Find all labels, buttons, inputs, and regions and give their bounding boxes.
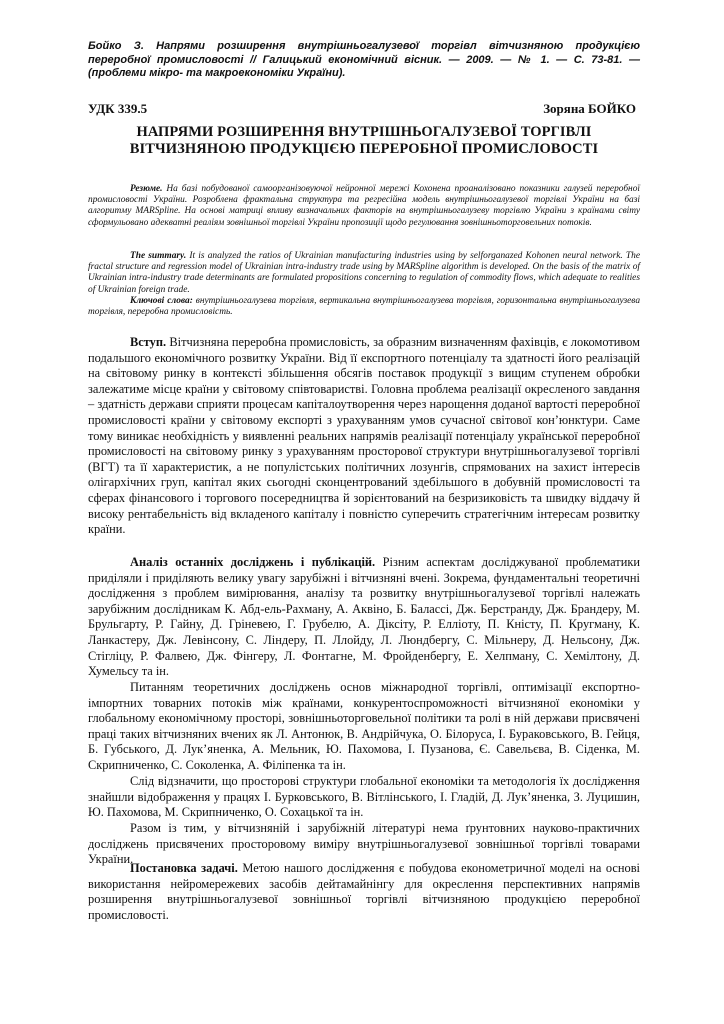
author-name: Зоряна БОЙКО bbox=[543, 101, 636, 116]
task-lead: Постановка задачі. bbox=[130, 861, 238, 875]
paragraph-analysis bbox=[88, 555, 640, 680]
abstract-english bbox=[88, 251, 640, 296]
paragraph-introduction bbox=[88, 335, 640, 538]
abstract-en-text: It is analyzed the ratios of Ukrainian manufacturing industries using by selforganazed Kohonen neural network. The fractal structure and regression model of Ukrainian intra-industry trade using by MARSpline algorithm is developed. On the basis of the matrix of Ukrainian intra-industry trade determinants are formulated propositions concerning to regulation of commodity flows, which adequate to realities of Ukrainian foreign trade. bbox=[88, 251, 640, 295]
title-line-2: ВІТЧИЗНЯНОЮ ПРОДУКЦІЄЮ ПЕРЕРОБНОЇ ПРОМИСЛОВОСТІ bbox=[129, 141, 599, 157]
task-text: Метою нашого дослідження є побудова економетричної моделі на основі використання нейромережевих засобів дейтамайнінгу для окреслення перспективних напрямів розширення внутрішньогалузевої зовнішньої торгівлі вітчизняною продукцією переробної промисловості. bbox=[88, 861, 640, 922]
keywords bbox=[88, 296, 640, 318]
analysis-text: Різним аспектам досліджуваної проблематики приділяли і приділяють велику увагу зарубіжні і вітчизняні вчені. Зокрема, фундаментальні теоретичні дослідження з проблем вимірювання, аналізу та розвитку внутрішньогалузевої торгівлі належать зарубіжним дослідникам К. Абд-ель-Рахману, А. Аквіно, Б. Балассі, Дж. Берстранду, Дж. Брандеру, М. Брульгарту, Р. Гайну, Д. Гріневею, Г. Грубелю, А. Діксіту, Р. Елліоту, П. Кністу, П. Кругману, К. Ланкастеру, Дж. Левінсону, С. Ліндеру, П. Ллойду, Л. Люндбергу, С. Мільнеру, Д. Нельсону, Дж. Стігліцу, Р. Фалвею, Дж. Фінгеру, Л. Фонтагне, М. Фройденбергу, Е. Хелпману, С. Хемілтону, Д. Хумельсу та ін. bbox=[88, 555, 640, 679]
keywords-text: внутрішньогалузева торгівля, вертикальна внутрішньогалузева торгівля, горизонтальна внутрішньогалузева торгівля, переробна промисловість. bbox=[88, 296, 641, 318]
theory-text: Питанням теоретичних досліджень основ міжнародної торгівлі, оптимізації експортно-імпортних товарних потоків між країнами, конкурентоспроможності вітчизняної економіки у глобальному економічному просторі, зовнішньоторговельної політики та ролі в ній держави присвячені праці таких вітчизняних вчених як Л. Антонюк, В. Андрійчука, О. Білоруса, І. Бураковського, В. Гейця, Б. Губського, Д. Лук’яненка, А. Мельник, Ю. Пахомова, І. Пузанова, Є. Савельєва, В. Сіденка, М. Скрипниченко, С. Соколенка, А. Філіпенка та ін. bbox=[88, 680, 640, 772]
keywords-lead: Ключові слова: bbox=[130, 296, 193, 306]
intro-lead: Вступ. bbox=[130, 335, 167, 349]
title-line-1: НАПРЯМИ РОЗШИРЕННЯ ВНУТРІШНЬОГАЛУЗЕВОЇ ТОРГІВЛІ bbox=[136, 124, 592, 140]
paragraph-note bbox=[88, 774, 640, 821]
paragraph-task bbox=[88, 861, 640, 923]
citation: Бойко З. Напрями розширення внутрішньогалузевої торгівл вітчизняною продукцією переробної промисловості // Галицький економічний вісник. — 2009. — № 1. — С. 73-81. — (проблеми мікро- та макроекономіки України). bbox=[88, 40, 640, 79]
abstract-ua-lead: Резюме. bbox=[130, 184, 163, 194]
note-text: Слід відзначити, що просторові структури глобальної економіки та методологія їх дослідження знайшли відображення у працях І. Бурковського, В. Вітлінського, І. Гладій, Д. Лук’яненка, З. Луцишин, Ю. Пахомова, М. Скрипниченко, О. Сохацької та ін. bbox=[88, 774, 640, 820]
abstract-ua-text: На базі побудованої самоорганізовуючої нейронної мережі Кохонена проаналізовано показники галузей переробної промисловості України. Розроблена фрактальна структура та регресійна модель внутрішньогалузевої торгівлі України на базі алгоритму MARSpline. На основі матриці впливу визначальних факторів на внутрішньогалузеву торгівлю України з країнами світу сформульовано адекватні реаліям зовнішньої торгівлі України пропозиції щодо регулювання зовнішньоторговельних потоків. bbox=[88, 184, 640, 228]
paragraph-theory bbox=[88, 680, 640, 774]
udk-code: УДК 339.5 bbox=[88, 101, 148, 116]
intro-text: Вітчизняна переробна промисловість, за образним визначенням фахівців, є локомотивом подальшого економічного розвитку України. Від її експортного потенціалу та здатності його реалізацій на світовому ринку в контексті збільшення обсягів поставок продукції з вищим ступенем обробки залежатиме місце країни у світовому співтоваристві. Головна проблема реалізації окресленого завдання – здатність держави сприяти процесам капіталоутворення через нарощення доданої вартості переробної промисловості країни у світовому експорті з урахуванням умов сучасної світової кон’юнктури. Саме тому виникає необхідність у виявленні реальних напрямів реалізації потенціалу української переробної промисловості на світовому ринку з урахуванням просторової структури внутрішньогалузевої торгівлі (ВГТ) та її характеристик, а не популістських політичних лозунгів, спрямованих на захист інтересів олігархічних груп, капітал яких сьогодні сконцентрований здебільшого в добувній промисловості та сферах фінансового і торгового посередництва й зорієнтований на безризиковість та швидку віддачу й високу рентабельність від вкладеного капіталу і повністю суперечить стратегічним інтересам розвитку країни. bbox=[88, 335, 640, 537]
abstract-ukrainian bbox=[88, 184, 640, 229]
gap-text: Разом із тим, у вітчизняній і зарубіжній літературі нема ґрунтовних науково-практичних досліджень присвячених просторовому виміру внутрішньогалузевої зовнішньої торгівлі товарами України. bbox=[88, 821, 640, 867]
analysis-lead: Аналіз останніх досліджень і публікацій. bbox=[130, 555, 376, 569]
abstract-en-lead: The summary. bbox=[130, 251, 187, 261]
article-title bbox=[88, 124, 640, 158]
